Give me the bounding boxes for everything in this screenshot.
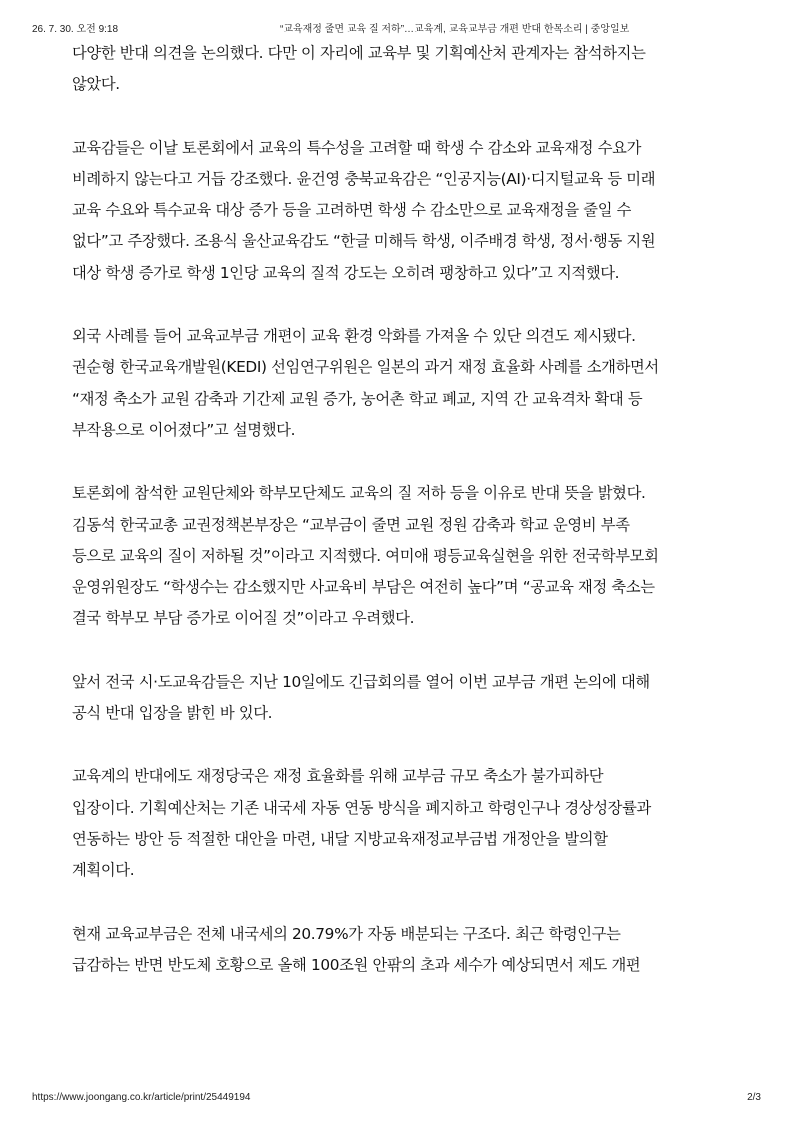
- text-line: 않았다.: [72, 75, 120, 94]
- print-datetime: 26. 7. 30. 오전 9:18: [32, 24, 119, 35]
- text-line: 급감하는 반면 반도체 호황으로 올해 100조원 안팎의 초과 세수가 예상되면서 제도 개편: [72, 955, 641, 974]
- text-line: 결국 학부모 부담 증가로 이어질 것”이라고 우려했다.: [72, 609, 415, 628]
- text-line: 비례하지 않는다고 거듭 강조했다. 윤건영 충북교육감은 “인공지능(AI)·디지털교육 등 미래: [72, 169, 656, 188]
- text-line: 없다”고 주장했다. 조용식 울산교육감도 “한글 미해득 학생, 이주배경 학생, 정서·행동 지원: [72, 232, 656, 251]
- text-line: 토론회에 참석한 교원단체와 학부모단체도 교육의 질 저하 등을 이유로 반대 뜻을 밝혔다.: [72, 484, 646, 503]
- text-line: 현재 교육교부금은 전체 내국세의 20.79%가 자동 배분되는 구조다. 최근 학령인구는: [72, 924, 621, 943]
- text-line: 계획이다.: [72, 861, 135, 880]
- paragraph: [72, 133, 722, 289]
- text-line: 다양한 반대 의견을 논의했다. 다만 이 자리에 교육부 및 기획예산처 관계자는 참석하지는: [72, 44, 646, 62]
- text-line: 대상 학생 증가로 학생 1인당 교육의 질적 강도는 오히려 팽창하고 있다”고 지적했다.: [72, 263, 620, 282]
- text-line: 공식 반대 입장을 밝힌 바 있다.: [72, 704, 273, 723]
- page-number: 2/3: [747, 1092, 761, 1103]
- text-line: 등으로 교육의 질이 저하될 것”이라고 지적했다. 여미애 평등교육실현을 위한 전국학부모회: [72, 546, 659, 565]
- text-line: 입장이다. 기획예산처는 기존 내국세 자동 연동 방식을 폐지하고 학령인구나 경상성장률과: [72, 798, 651, 817]
- text-line: 부작용으로 이어졌다”고 설명했다.: [72, 420, 296, 439]
- article-body: [72, 38, 722, 981]
- paragraph: [72, 761, 722, 886]
- article-url: https://www.joongang.co.kr/article/print/25449194: [32, 1092, 251, 1103]
- text-line: “재정 축소가 교원 감축과 기간제 교원 증가, 농어촌 학교 폐교, 지역 간 교육격차 확대 등: [72, 389, 643, 408]
- text-line: 김동석 한국교총 교권정책본부장은 “교부금이 줄면 교원 정원 감축과 학교 운영비 부족: [72, 515, 630, 534]
- text-line: 교육 수요와 특수교육 대상 증가 등을 고려하면 학생 수 감소만으로 교육재정을 줄일 수: [72, 201, 632, 220]
- paragraph: [72, 919, 722, 982]
- print-header: [32, 20, 761, 34]
- paragraph: [72, 667, 722, 730]
- text-line: 교육계의 반대에도 재정당국은 재정 효율화를 위해 교부금 규모 축소가 불가피하단: [72, 767, 604, 786]
- text-line: 운영위원장도 “학생수는 감소했지만 사교육비 부담은 여전히 높다”며 “공교육 재정 축소는: [72, 578, 655, 597]
- print-page-title: “교육재정 줄면 교육 질 저하”…교육계, 교육교부금 개편 반대 한목소리 | 중앙일보: [280, 24, 630, 35]
- paragraph: [72, 478, 722, 634]
- text-line: 교육감들은 이날 토론회에서 교육의 특수성을 고려할 때 학생 수 감소와 교육재정 수요가: [72, 138, 642, 157]
- paragraph: [72, 38, 722, 101]
- print-footer: [32, 1092, 761, 1106]
- text-line: 권순형 한국교육개발원(KEDI) 선임연구위원은 일본의 과거 재정 효율화 사례를 소개하면서: [72, 358, 659, 377]
- text-line: 연동하는 방안 등 적절한 대안을 마련, 내달 지방교육재정교부금법 개정안을 발의할: [72, 829, 608, 848]
- paragraph: [72, 321, 722, 446]
- text-line: 앞서 전국 시·도교육감들은 지난 10일에도 긴급회의를 열어 이번 교부금 개편 논의에 대해: [72, 672, 650, 691]
- text-line: 외국 사례를 들어 교육교부금 개편이 교육 환경 악화를 가져올 수 있단 의견도 제시됐다.: [72, 327, 636, 346]
